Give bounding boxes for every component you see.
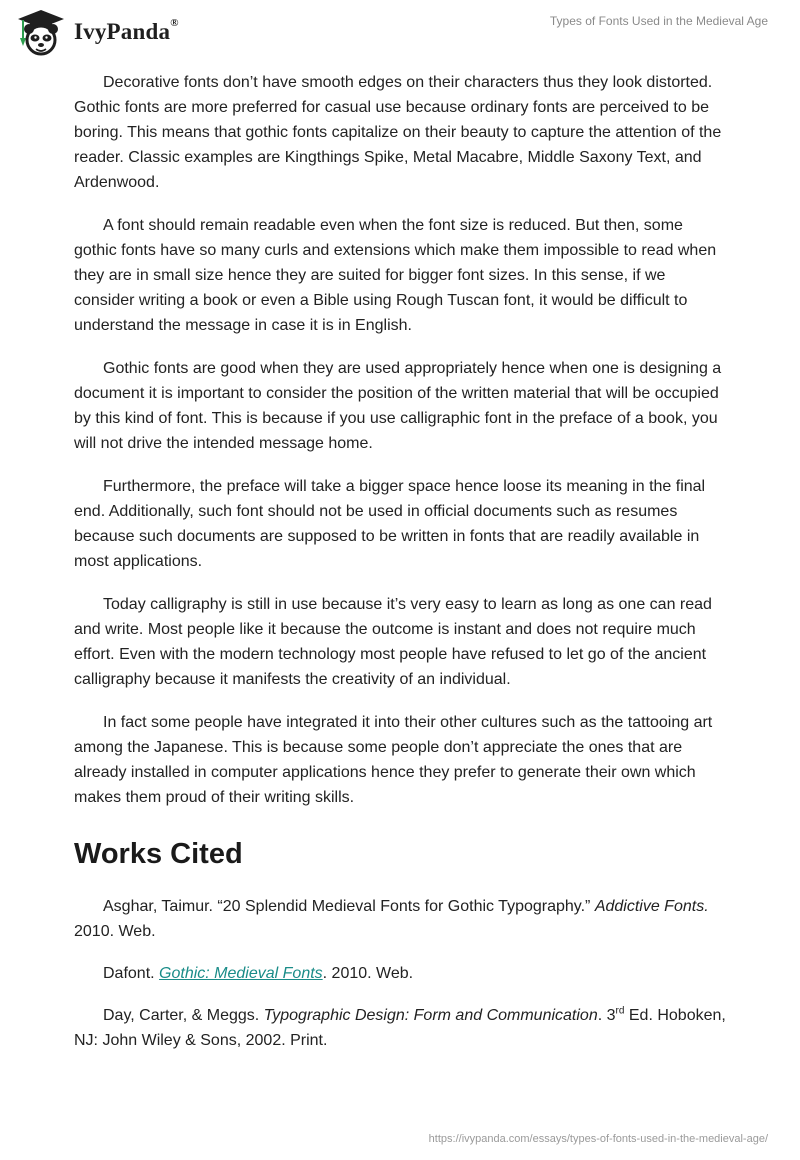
citation-item bbox=[74, 961, 728, 986]
citation-text: Asghar, Taimur. “20 Splendid Medieval Fonts for Gothic Typography.” bbox=[103, 898, 595, 915]
body-paragraph: Today calligraphy is still in use because it’s very easy to learn as long as one can read and write. Most people like it because the outcome is instant and does not require much effort. Even with the modern technology most people have refused to let go of the ancient calligraphy because it manifests the creativity of an individual. bbox=[74, 596, 712, 688]
citation-text: . 2010. Web. bbox=[322, 965, 414, 982]
panda-graduate-icon bbox=[14, 8, 68, 56]
citation-text: . 3 bbox=[597, 1007, 616, 1024]
works-cited-heading: Works Cited bbox=[74, 838, 243, 870]
body-paragraph: Gothic fonts are good when they are used appropriately hence when one is designing a document it is important to consider the position of the written material that will be occupied by this kind of font. This is because if you use calligraphic font in the preface of a book, you will not drive the intended message home. bbox=[74, 360, 722, 452]
body-paragraph: A font should remain readable even when the font size is reduced. But then, some gothic fonts have so many curls and extensions which make them impossible to read when they are in small size hence they are suited for bigger font sizes. In this sense, if we consider writing a book or even a Bible using Rough Tuscan font, it would be difficult to understand the message in case it is in English. bbox=[74, 217, 717, 334]
citation-text: Day, Carter, & Meggs. bbox=[103, 1007, 264, 1024]
ivypanda-logo[interactable] bbox=[14, 8, 179, 56]
citation-text: Ed. Hoboken, NJ: John Wiley & Sons, 2002. Print. bbox=[74, 1007, 726, 1049]
citation-text: 2010. Web. bbox=[74, 923, 156, 940]
brand-name bbox=[74, 19, 179, 45]
citation-source-title: Addictive Fonts. bbox=[594, 898, 709, 915]
citation-link[interactable]: Gothic: Medieval Fonts bbox=[159, 965, 323, 982]
body-paragraph: Furthermore, the preface will take a bigger space hence loose its meaning in the final end. Additionally, such font should not be used in official documents such as resumes because such documents are supposed to be written in fonts that are readily available in most applications. bbox=[74, 478, 706, 570]
ordinal-suffix: rd bbox=[615, 1005, 625, 1017]
brand-text: IvyPanda bbox=[74, 19, 171, 44]
citation-source-title: Typographic Design: Form and Communication bbox=[263, 1007, 598, 1024]
citation-item bbox=[74, 894, 728, 944]
essay-body bbox=[74, 70, 728, 1070]
document-title: Types of Fonts Used in the Medieval Age bbox=[549, 14, 768, 28]
body-paragraph: Decorative fonts don’t have smooth edges on their characters thus they look distorted. Gothic fonts are more preferred for casual use because ordinary fonts are perceived to be boring. This means that gothic fonts capitalize on their beauty to capture the attention of the reader. Classic examples are Kingthings Spike, Metal Macabre, Middle Saxony Text, and Ardenwood. bbox=[74, 74, 722, 191]
registered-mark: ® bbox=[170, 17, 179, 29]
body-paragraph: In fact some people have integrated it into their other cultures such as the tattooing art among the Japanese. This is because some people don’t appreciate the ones that are already installed in computer applications hence they prefer to generate their own which makes them proud of their writing skills. bbox=[74, 714, 713, 806]
citation-text: Dafont. bbox=[103, 965, 160, 982]
citation-item bbox=[74, 1003, 728, 1053]
source-url: https://ivypanda.com/essays/types-of-fonts-used-in-the-medieval-age/ bbox=[428, 1133, 768, 1145]
page-header bbox=[0, 0, 800, 60]
